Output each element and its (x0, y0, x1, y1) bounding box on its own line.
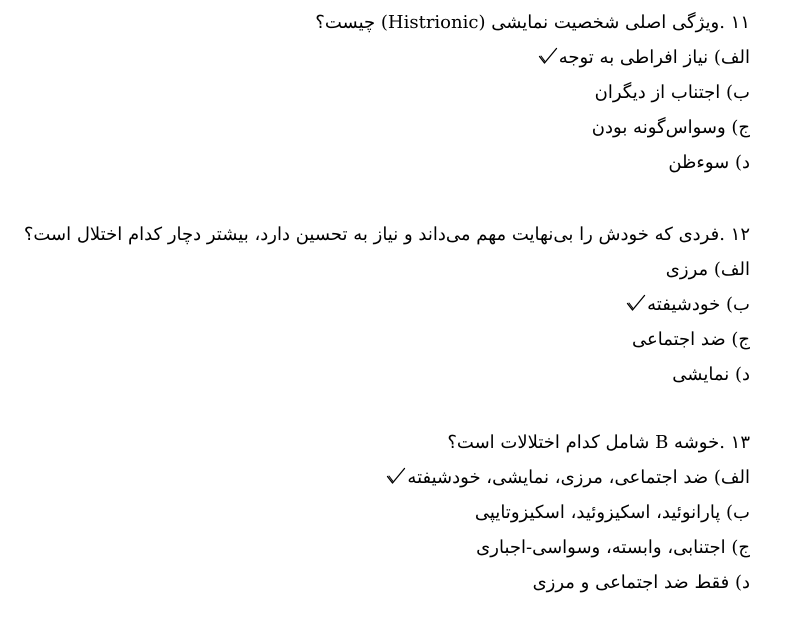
option-text: الف) نیاز افراطی به توجه (558, 47, 750, 68)
answer-option-d (30, 565, 750, 600)
answer-option-c (30, 110, 750, 145)
answer-option-d (30, 357, 750, 392)
answer-option-b (30, 75, 750, 110)
option-text: ج) اجتنابی، وابسته، وسواسی-اجباری (476, 537, 750, 558)
check-mark-icon (538, 46, 558, 66)
answer-option-a (30, 252, 750, 287)
option-text: ب) پارانوئید، اسکیزوئید، اسکیزوتایپی (474, 502, 750, 523)
option-text: د) فقط ضد اجتماعی و مرزی (532, 572, 750, 593)
answer-option-c (30, 322, 750, 357)
check-mark-icon (626, 293, 646, 313)
question-11 (30, 5, 750, 180)
question-12 (23, 217, 750, 392)
answer-option-d (30, 145, 750, 180)
option-text: الف) مرزی (665, 259, 750, 280)
option-text: ج) وسواس‌گونه بودن (591, 117, 750, 138)
option-text: د) نمایشی (672, 364, 750, 385)
question-stem: ۱۲ .فردی که خودش را بی‌نهایت مهم می‌داند و نیاز به تحسین دارد، بیشتر دچار کدام اختلال است؟ (23, 224, 750, 245)
answer-option-a (30, 460, 750, 495)
answer-option-b (30, 495, 750, 530)
option-text: ب) خودشیفته (647, 294, 750, 315)
answer-option-c (30, 530, 750, 565)
option-text: الف) ضد اجتماعی، مرزی، نمایشی، خودشیفته (407, 467, 750, 488)
option-text: ج) ضد اجتماعی (631, 329, 750, 350)
check-mark-icon (386, 466, 406, 486)
question-stem: ۱۱ .ویژگی اصلی شخصیت نمایشی (Histrionic) چیست؟ (315, 12, 750, 33)
answer-option-b (30, 287, 750, 322)
question-stem: ۱۳ .خوشه B شامل کدام اختلالات است؟ (447, 432, 750, 453)
answer-option-a (30, 40, 750, 75)
option-text: ب) اجتناب از دیگران (594, 82, 750, 103)
question-13 (30, 425, 750, 600)
option-text: د) سوءظن (668, 152, 750, 173)
